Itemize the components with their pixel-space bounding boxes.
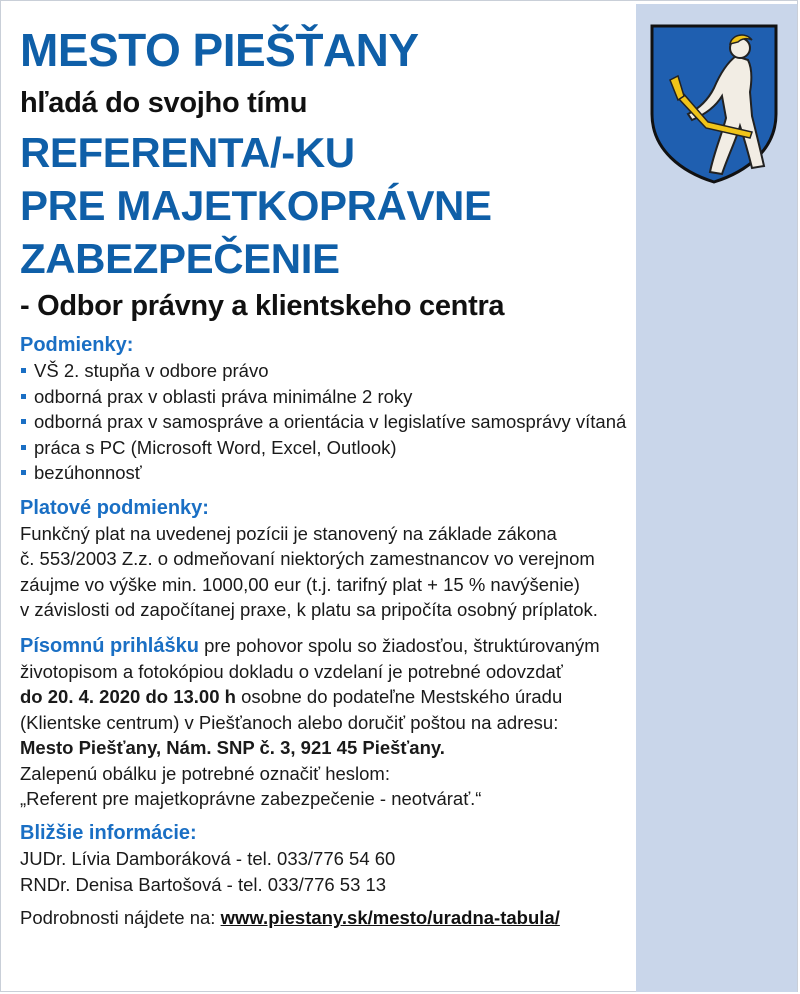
job-posting [20,24,790,931]
application-lead: Písomnú prihlášku [20,634,199,657]
list-item: VŠ 2. stupňa v odbore právo [20,358,790,384]
bullet-icon [21,470,26,475]
position-line: PRE MAJETKOPRÁVNE [20,182,492,229]
conditions-heading: Podmienky: [20,334,134,356]
seeking-subtitle: hľadá do svojho tímu [20,87,308,119]
position-line: REFERENTA/-KU [20,129,355,176]
info-heading: Bližšie informácie: [20,822,197,845]
contacts [20,846,790,897]
list-item: odborná prax v samospráve a orientácia v legislatíve samosprávy vítaná [20,409,790,435]
department: - Odbor právny a klientskeho centra [20,290,505,322]
list-item: práca s PC (Microsoft Word, Excel, Outlook) [20,435,790,461]
contact-line: RNDr. Denisa Bartošová - tel. 033/776 53 13 [20,873,387,895]
details-line: Podrobnosti nájdete na: www.piestany.sk/mesto/uradna-tabula/ [20,907,560,929]
deadline: do 20. 4. 2020 do 13.00 h [20,686,236,708]
salary-heading: Platové podmienky: [20,496,209,519]
position-line: ZABEZPEČENIE [20,235,340,282]
bullet-icon [21,419,26,424]
details-link[interactable]: www.piestany.sk/mesto/uradna-tabula/ [220,907,560,929]
salary-text: Funkčný plat na uvedenej pozícii je stanovený na základe zákona č. 553/2003 Z.z. o odmeňovaní niektorých zamestnancov vo verejnom záujme vo výške min. 1000,00 eur (t.j. tarifný plat + 15 % navýšenie) v závislosti od započítanej praxe, k platu sa pripočíta osobný príplatok. [20,522,598,621]
position-title [20,126,790,285]
bullet-icon [21,368,26,373]
conditions-list [20,358,790,486]
list-item: odborná prax v oblasti práva minimálne 2 roky [20,384,790,410]
city-title: MESTO PIEŠŤANY [20,24,419,76]
bullet-icon [21,394,26,399]
postal-address: Mesto Piešťany, Nám. SNP č. 3, 921 45 Piešťany. [20,737,445,759]
list-item: bezúhonnosť [20,460,790,486]
application-text: Písomnú prihlášku pre pohovor spolu so žiadosťou, štruktúrovaným životopisom a fotokópiou dokladu o vzdelaní je potrebné odovzdať do 20. 4. 2020 do 13.00 h osobne do podateľne Mestského úradu (Klientske centrum) v Piešťanoch alebo doručiť poštou na adresu: Mesto Piešťany, Nám. SNP č. 3, 921 45 Piešťany. Zalepenú obálku je potrebné označiť heslom: „Referent pre majetkoprávne zabezpečenie - neotvárať.“ [20,633,790,812]
contact-line: JUDr. Lívia Damboráková - tel. 033/776 54 60 [20,848,396,870]
bullet-icon [21,445,26,450]
